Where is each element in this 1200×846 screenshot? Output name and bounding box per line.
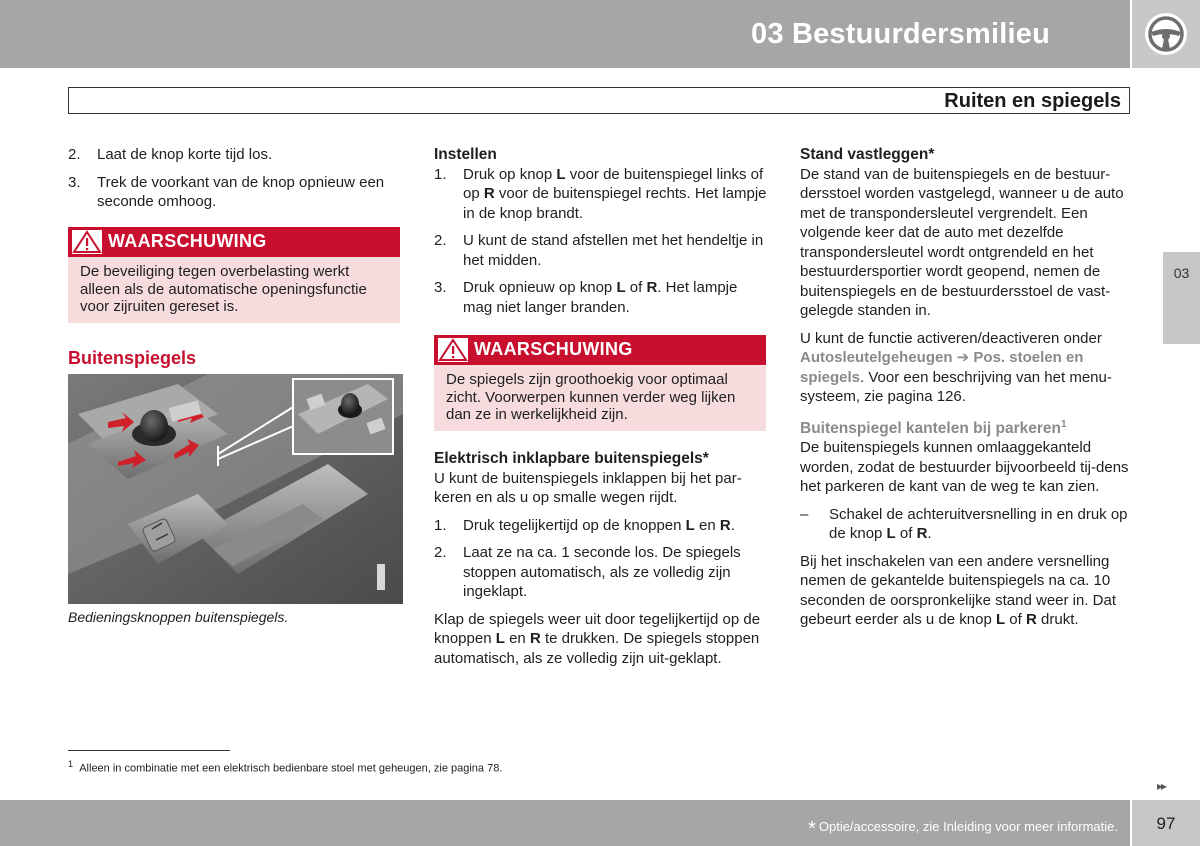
photo-caption: Bedieningsknoppen buitenspiegels. (68, 609, 289, 625)
warning-title: WAARSCHUWING (474, 339, 633, 359)
paragraph: De buitenspiegels kunnen omlaaggekanteld worden, zodat de bestuurder bijvoorbeeld tij-dens het parkeren de kant van de weg te kan zien. (800, 439, 1129, 496)
column-right (800, 145, 1134, 638)
footnote: $^1$ Alleen in combinatie met een elektrisch bedienbare stoel met geheugen, zie pagina 78. (68, 759, 503, 775)
warning-header (68, 227, 400, 257)
warning-header (434, 335, 766, 365)
list-number: 3. (68, 173, 81, 191)
list-number: 2. (434, 544, 447, 561)
warning-box (68, 227, 400, 323)
section-title-box (68, 87, 1130, 114)
side-tab-label: 03 (1173, 265, 1190, 281)
mirror-controls-photo (68, 374, 403, 604)
paragraph: De stand van de buitenspiegels en de bestuur-dersstoel worden vastgelegd, wanneer u de auto met de transpondersleutel vergrendelt. Een volgende keer dat de auto met dezelfde transpondersleutel wordt ontgrendeld en het bestuurdersportier wordt geopend, nemen de buitenspiegels en de bestuurdersstoel de vast-gelegde standen in. (800, 165, 1124, 319)
warning-title: WAARSCHUWING (108, 231, 267, 251)
warning-icon-box (438, 338, 468, 362)
column-middle (434, 145, 768, 325)
paragraph: Klap de spiegels weer uit door tegelijkertijd op de knoppen L en R te drukken. De spiegels stoppen automatisch, als ze volledig zijn uit-geklapt. (434, 610, 761, 667)
warning-text: De beveiliging tegen overbelasting werkt alleen als de automatische openingsfunctie voor zijruiten gereset is. (68, 257, 400, 323)
footer-bar (0, 800, 1130, 846)
paragraph: U kunt de buitenspiegels inklappen bij het par-keren en als u op smalle wegen rijdt. (434, 469, 742, 506)
list-number: 2. (68, 146, 81, 163)
page-number-box (1132, 800, 1200, 846)
list-text: Laat de knop korte tijd los. (97, 146, 273, 163)
next-page-arrows-icon[interactable]: ▸▸ (1157, 779, 1166, 793)
list-item (434, 516, 768, 536)
list-number: 1. (434, 165, 447, 183)
subheading-inklapbaar: Elektrisch inklapbare buitenspiegels* (434, 450, 709, 467)
page-number: 97 (1156, 814, 1176, 833)
list-text: Druk opnieuw op knop L of R. Het lampje mag niet langer branden. (463, 279, 738, 316)
paragraph: U kunt de functie activeren/deactiveren onder Autosleutelgeheugen ➔ Pos. stoelen en spiegels. Voor een beschrijving van het menu-systeem, zie pagina 126. (800, 329, 1112, 405)
list-item (434, 543, 768, 602)
list-item (68, 145, 403, 165)
list-text: Laat ze na ca. 1 seconde los. De spiegels stoppen automatisch, als ze volledig zijn ingeklapt. (463, 544, 741, 600)
list-number: 1. (434, 516, 447, 534)
warning-text: De spiegels zijn groothoekig voor optimaal zicht. Voorwerpen kunnen verder weg lijken dan ze in werkelijkheid zijn. (434, 365, 766, 431)
list-dash: – (800, 505, 809, 523)
list-number: 3. (434, 279, 447, 296)
list-number: 2. (434, 232, 447, 249)
list-item (434, 165, 768, 224)
chapter-icon-box (1132, 0, 1200, 68)
footnote-divider (68, 750, 230, 751)
list-text: Druk op knop L voor de buitenspiegel links of op R voor de buitenspiegel rechts. Het lampje in de knop brandt. (463, 165, 767, 222)
warning-triangle-icon (438, 338, 468, 362)
paragraph: Bij het inschakelen van een andere versnelling nemen de gekantelde buitenspiegels na ca. 10 seconden de oorspronkelijke stand weer in. Dat gebeurt eerder als u de knop L of R drukt. (800, 552, 1117, 629)
dash-list-item (800, 505, 1134, 544)
list-item (434, 231, 768, 270)
chapter-side-tab[interactable] (1163, 252, 1200, 344)
steering-wheel-icon (1143, 11, 1189, 57)
list-text: Druk tegelijkertijd op de knoppen L en R. (463, 516, 735, 534)
column-left (68, 145, 403, 220)
warning-triangle-icon (72, 230, 102, 254)
menu-path-link[interactable]: Autosleutelgeheugen ➔ Pos. stoelen en spiegels (800, 349, 1084, 386)
warning-icon-box (72, 230, 102, 254)
list-item (434, 278, 768, 317)
list-text: Schakel de achteruitversnelling in en druk op de knop L of R. (829, 505, 1128, 543)
chapter-title: 03 Bestuurdersmilieu (751, 18, 1050, 50)
warning-box (434, 335, 766, 431)
subheading-kantelen: Buitenspiegel kantelen bij parkeren$^1$ (800, 418, 1067, 437)
list-item (68, 173, 403, 212)
header-bar (0, 0, 1130, 68)
footer-note: * Optie/accessoire, zie Inleiding voor meer informatie. (808, 818, 1118, 840)
subheading-stand-vastleggen: Stand vastleggen* (800, 146, 935, 163)
list-text: U kunt de stand afstellen met het hendeltje in het midden. (463, 232, 764, 269)
section-heading: Buitenspiegels (68, 348, 197, 368)
list-text: Trek de voorkant van de knop opnieuw een seconde omhoog. (97, 173, 385, 210)
column-middle-lower (434, 449, 768, 676)
section-title: Ruiten en spiegels (944, 90, 1121, 112)
subheading-instellen: Instellen (434, 146, 497, 163)
